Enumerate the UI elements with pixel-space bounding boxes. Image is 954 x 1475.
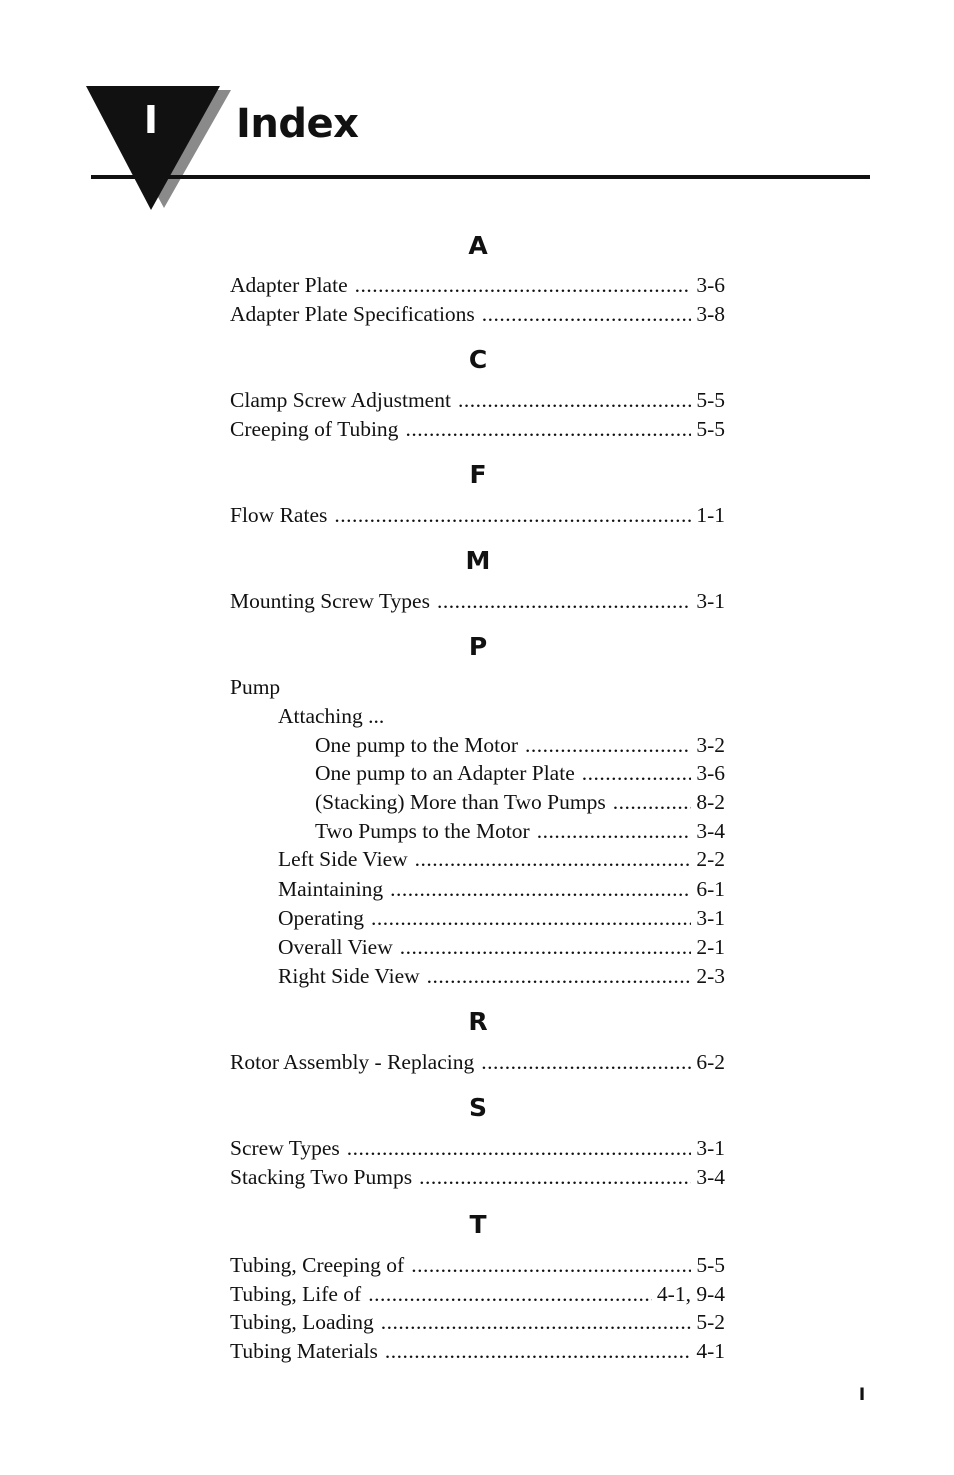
index-term: Screw Types [230, 1136, 340, 1160]
index-page-ref: 2-2 [696, 847, 725, 871]
index-term: One pump to the Motor [315, 733, 519, 757]
index-term: Rotor Assembly - Replacing [230, 1050, 475, 1074]
index-term: Clamp Screw Adjustment [230, 388, 451, 412]
index-page-ref: 5-5 [696, 1253, 725, 1277]
index-term: Left Side View [278, 847, 408, 871]
dot-leader [390, 876, 691, 902]
dot-leader [427, 963, 692, 989]
index-term: Pump [230, 675, 281, 699]
page-title: Index [236, 101, 359, 147]
index-page-ref: 5-5 [696, 388, 725, 412]
index-entry [230, 502, 725, 528]
index-page-ref: 5-5 [696, 417, 725, 441]
index-page-ref: 3-1 [696, 906, 725, 930]
dot-leader [411, 1252, 691, 1278]
index-term: Overall View [278, 935, 393, 959]
index-term: Tubing, Loading [230, 1310, 374, 1334]
index-page-ref: 2-1 [696, 935, 725, 959]
index-term: Right Side View [278, 964, 420, 988]
index-page-ref: 3-2 [696, 733, 725, 757]
index-term: Adapter Plate Specifications [230, 302, 475, 326]
dot-leader [381, 1309, 692, 1335]
dot-leader [415, 846, 692, 872]
index-term: Mounting Screw Types [230, 589, 430, 613]
dot-leader [334, 502, 691, 528]
dot-leader [400, 934, 692, 960]
section-letter-r: R [468, 1007, 488, 1036]
dot-leader [437, 588, 691, 614]
index-subentry [278, 934, 725, 960]
index-entry [230, 588, 725, 614]
index-entry [230, 1135, 725, 1161]
index-entry [230, 301, 725, 327]
index-entry [230, 387, 725, 413]
index-page-ref: 6-1 [696, 877, 725, 901]
dot-leader [537, 818, 692, 844]
dot-leader [525, 732, 691, 758]
index-page-ref: 5-2 [696, 1310, 725, 1334]
dot-leader [419, 1164, 691, 1190]
index-page-ref: 3-4 [696, 819, 725, 843]
section-letter-m: M [465, 546, 491, 575]
index-entry [230, 272, 725, 298]
index-term: Maintaining [278, 877, 384, 901]
index-subentry [278, 963, 725, 989]
dot-leader [355, 272, 692, 298]
section-letter-t: T [469, 1210, 487, 1239]
index-entry [230, 1281, 725, 1307]
dot-leader [613, 789, 692, 815]
chapter-letter: I [143, 98, 159, 142]
dot-leader [371, 905, 691, 931]
section-letter-s: S [468, 1093, 487, 1122]
index-page-ref: 3-8 [696, 302, 725, 326]
index-subentry [315, 732, 725, 758]
section-letter-p: P [468, 632, 488, 661]
index-entry [230, 1252, 725, 1278]
index-page-ref: 3-6 [696, 273, 725, 297]
index-entry [230, 1164, 725, 1190]
index-term: Two Pumps to the Motor [315, 819, 530, 843]
dot-leader [481, 1049, 691, 1075]
index-subentry [278, 905, 725, 931]
index-entry [230, 1049, 725, 1075]
index-page-ref: 3-4 [696, 1165, 725, 1189]
index-entry [230, 674, 725, 700]
index-term: Adapter Plate [230, 273, 348, 297]
dot-leader [482, 301, 692, 327]
dot-leader [582, 760, 692, 786]
index-term: Operating [278, 906, 364, 930]
dot-leader [347, 1135, 692, 1161]
index-page-ref: 3-6 [696, 761, 725, 785]
index-term: Stacking Two Pumps [230, 1165, 413, 1189]
index-term: Tubing, Life of [230, 1282, 362, 1306]
dot-leader [405, 416, 691, 442]
index-entry [230, 416, 725, 442]
index-subentry [315, 789, 725, 815]
index-page-ref: 3-1 [696, 589, 725, 613]
index-subentry [315, 760, 725, 786]
index-page-ref: 1-1 [696, 503, 725, 527]
dot-leader [458, 387, 691, 413]
index-page-ref: 4-1 [696, 1339, 725, 1363]
index-page-ref: 6-2 [696, 1050, 725, 1074]
index-page-ref: 8-2 [696, 790, 725, 814]
index-term: Tubing, Creeping of [230, 1253, 405, 1277]
index-subentry [278, 703, 725, 729]
index-term: Flow Rates [230, 503, 328, 527]
index-entry [230, 1309, 725, 1335]
section-letter-c: C [468, 345, 488, 374]
index-subentry [278, 876, 725, 902]
title-rule [91, 175, 870, 179]
section-letter-f: F [469, 460, 487, 489]
index-page-ref: 4-1, 9-4 [656, 1282, 725, 1306]
page-number: I [858, 1385, 866, 1405]
index-term: Attaching ... [278, 704, 385, 728]
dot-leader [385, 1338, 691, 1364]
index-entry [230, 1338, 725, 1364]
index-term: Tubing Materials [230, 1339, 378, 1363]
index-page-ref: 3-1 [696, 1136, 725, 1160]
dot-leader [368, 1281, 652, 1307]
index-subentry [315, 818, 725, 844]
index-term: Creeping of Tubing [230, 417, 399, 441]
index-term: (Stacking) More than Two Pumps [315, 790, 606, 814]
index-page-ref: 2-3 [696, 964, 725, 988]
index-term: One pump to an Adapter Plate [315, 761, 575, 785]
section-letter-a: A [468, 231, 488, 260]
index-subentry [278, 846, 725, 872]
